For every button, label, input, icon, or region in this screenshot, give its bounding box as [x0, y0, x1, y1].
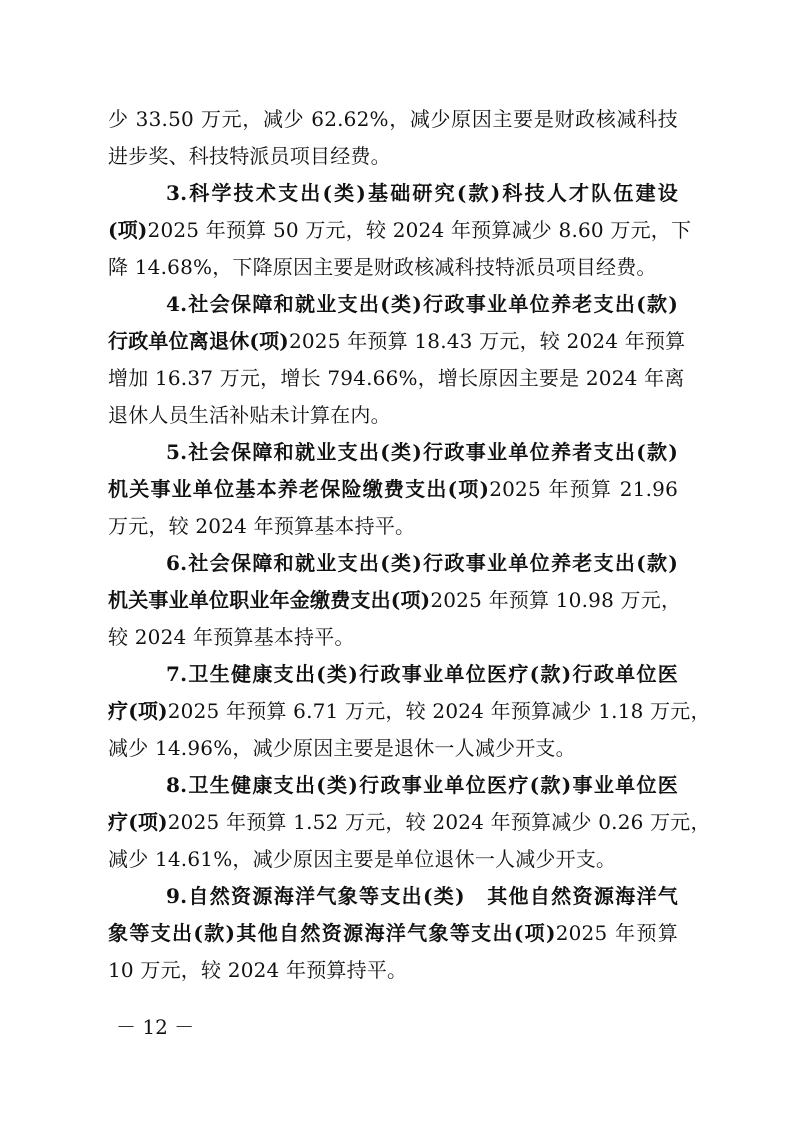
paragraph — [108, 175, 692, 286]
text-line — [108, 101, 678, 138]
paragraph — [108, 101, 678, 175]
bold-heading-text: 行政单位离退休(项) — [108, 329, 289, 353]
bold-heading-text: 机关事业单位基本养老保险缴费支出(项) — [108, 477, 490, 501]
text-line — [108, 397, 678, 434]
text-line — [108, 767, 678, 804]
body-text-segment: 2025 年预算 10.98 万元， — [430, 588, 682, 612]
text-line — [108, 693, 711, 730]
body-text-segment: 退休人员生活补贴未计算在内。 — [108, 403, 391, 427]
bold-heading-text: 4.社会保障和就业支出(类)行政事业单位养老支出(款) — [166, 292, 678, 316]
body-text-segment: 降 14.68%，下降原因主要是财政核减科技特派员项目经费。 — [108, 255, 657, 279]
text-line — [108, 175, 678, 212]
page-number: － 12 － — [116, 1015, 195, 1039]
text-line — [108, 841, 678, 878]
text-line — [108, 323, 686, 360]
text-line — [108, 286, 678, 323]
text-line — [108, 249, 678, 286]
body-text-segment: 2025 年预算 1.52 万元，较 2024 年预算减少 0.26 万元， — [167, 810, 711, 834]
text-line — [108, 434, 678, 471]
bold-heading-text: 疗(项) — [108, 810, 168, 834]
bold-heading-text: 9.自然资源海洋气象等支出(类) 其他自然资源海洋气 — [166, 884, 678, 908]
text-line — [108, 619, 678, 656]
body-text-segment: 2025 年预算 18.43 万元，较 2024 年预算 — [288, 329, 686, 353]
text-line — [108, 730, 678, 767]
body-text-segment: 增加 16.37 万元，增长 794.66%，增长原因主要是 2024 年离 — [108, 366, 685, 390]
body-text-segment: 2025 年预算 — [555, 921, 679, 945]
text-line — [108, 545, 678, 582]
text-line — [108, 360, 685, 397]
body-text-segment: 进步奖、科技特派员项目经费。 — [108, 144, 391, 168]
bold-heading-text: 机关事业单位职业年金缴费支出(项) — [108, 588, 431, 612]
body-text-segment: 减少 14.96%，减少原因主要是退休一人减少开支。 — [108, 736, 576, 760]
bold-heading-text: (项) — [108, 218, 148, 242]
paragraph — [108, 767, 711, 878]
paragraph — [108, 656, 711, 767]
body-text-segment: 2025 年预算 50 万元，较 2024 年预算减少 8.60 万元，下 — [147, 218, 692, 242]
body-text — [108, 101, 711, 989]
bold-heading-text: 6.社会保障和就业支出(类)行政事业单位养老支出(款) — [166, 551, 678, 575]
bold-heading-text: 象等支出(款)其他自然资源海洋气象等支出(项) — [108, 921, 556, 945]
paragraph — [108, 286, 686, 434]
text-line — [108, 804, 711, 841]
text-line — [108, 582, 682, 619]
bold-heading-text: 3.科学技术支出(类)基础研究(款)科技人才队伍建设 — [166, 181, 678, 205]
paragraph — [108, 545, 682, 656]
paragraph — [108, 878, 678, 989]
text-line — [108, 471, 678, 508]
body-text-segment: 少 33.50 万元，减少 62.62%，减少原因主要是财政核减科技 — [108, 107, 678, 131]
body-text-segment: 2025 年预算 6.71 万元，较 2024 年预算减少 1.18 万元， — [167, 699, 711, 723]
body-text-segment: 较 2024 年预算基本持平。 — [108, 625, 355, 649]
text-line — [108, 878, 678, 915]
text-line — [108, 952, 678, 989]
text-line — [108, 212, 692, 249]
bold-heading-text: 8.卫生健康支出(类)行政事业单位医疗(款)事业单位医 — [166, 773, 678, 797]
text-line — [108, 138, 678, 175]
body-text-segment: 2025 年预算 21.96 — [489, 477, 679, 501]
paragraph — [108, 434, 678, 545]
body-text-segment: 减少 14.61%，减少原因主要是单位退休一人减少开支。 — [108, 847, 617, 871]
body-text-segment: 10 万元，较 2024 年预算持平。 — [108, 958, 408, 982]
text-line — [108, 656, 678, 693]
body-text-segment: 万元，较 2024 年预算基本持平。 — [108, 514, 416, 538]
text-line — [108, 508, 678, 545]
bold-heading-text: 5.社会保障和就业支出(类)行政事业单位养者支出(款) — [166, 440, 678, 464]
bold-heading-text: 7.卫生健康支出(类)行政事业单位医疗(款)行政单位医 — [166, 662, 678, 686]
text-line — [108, 915, 678, 952]
bold-heading-text: 疗(项) — [108, 699, 168, 723]
